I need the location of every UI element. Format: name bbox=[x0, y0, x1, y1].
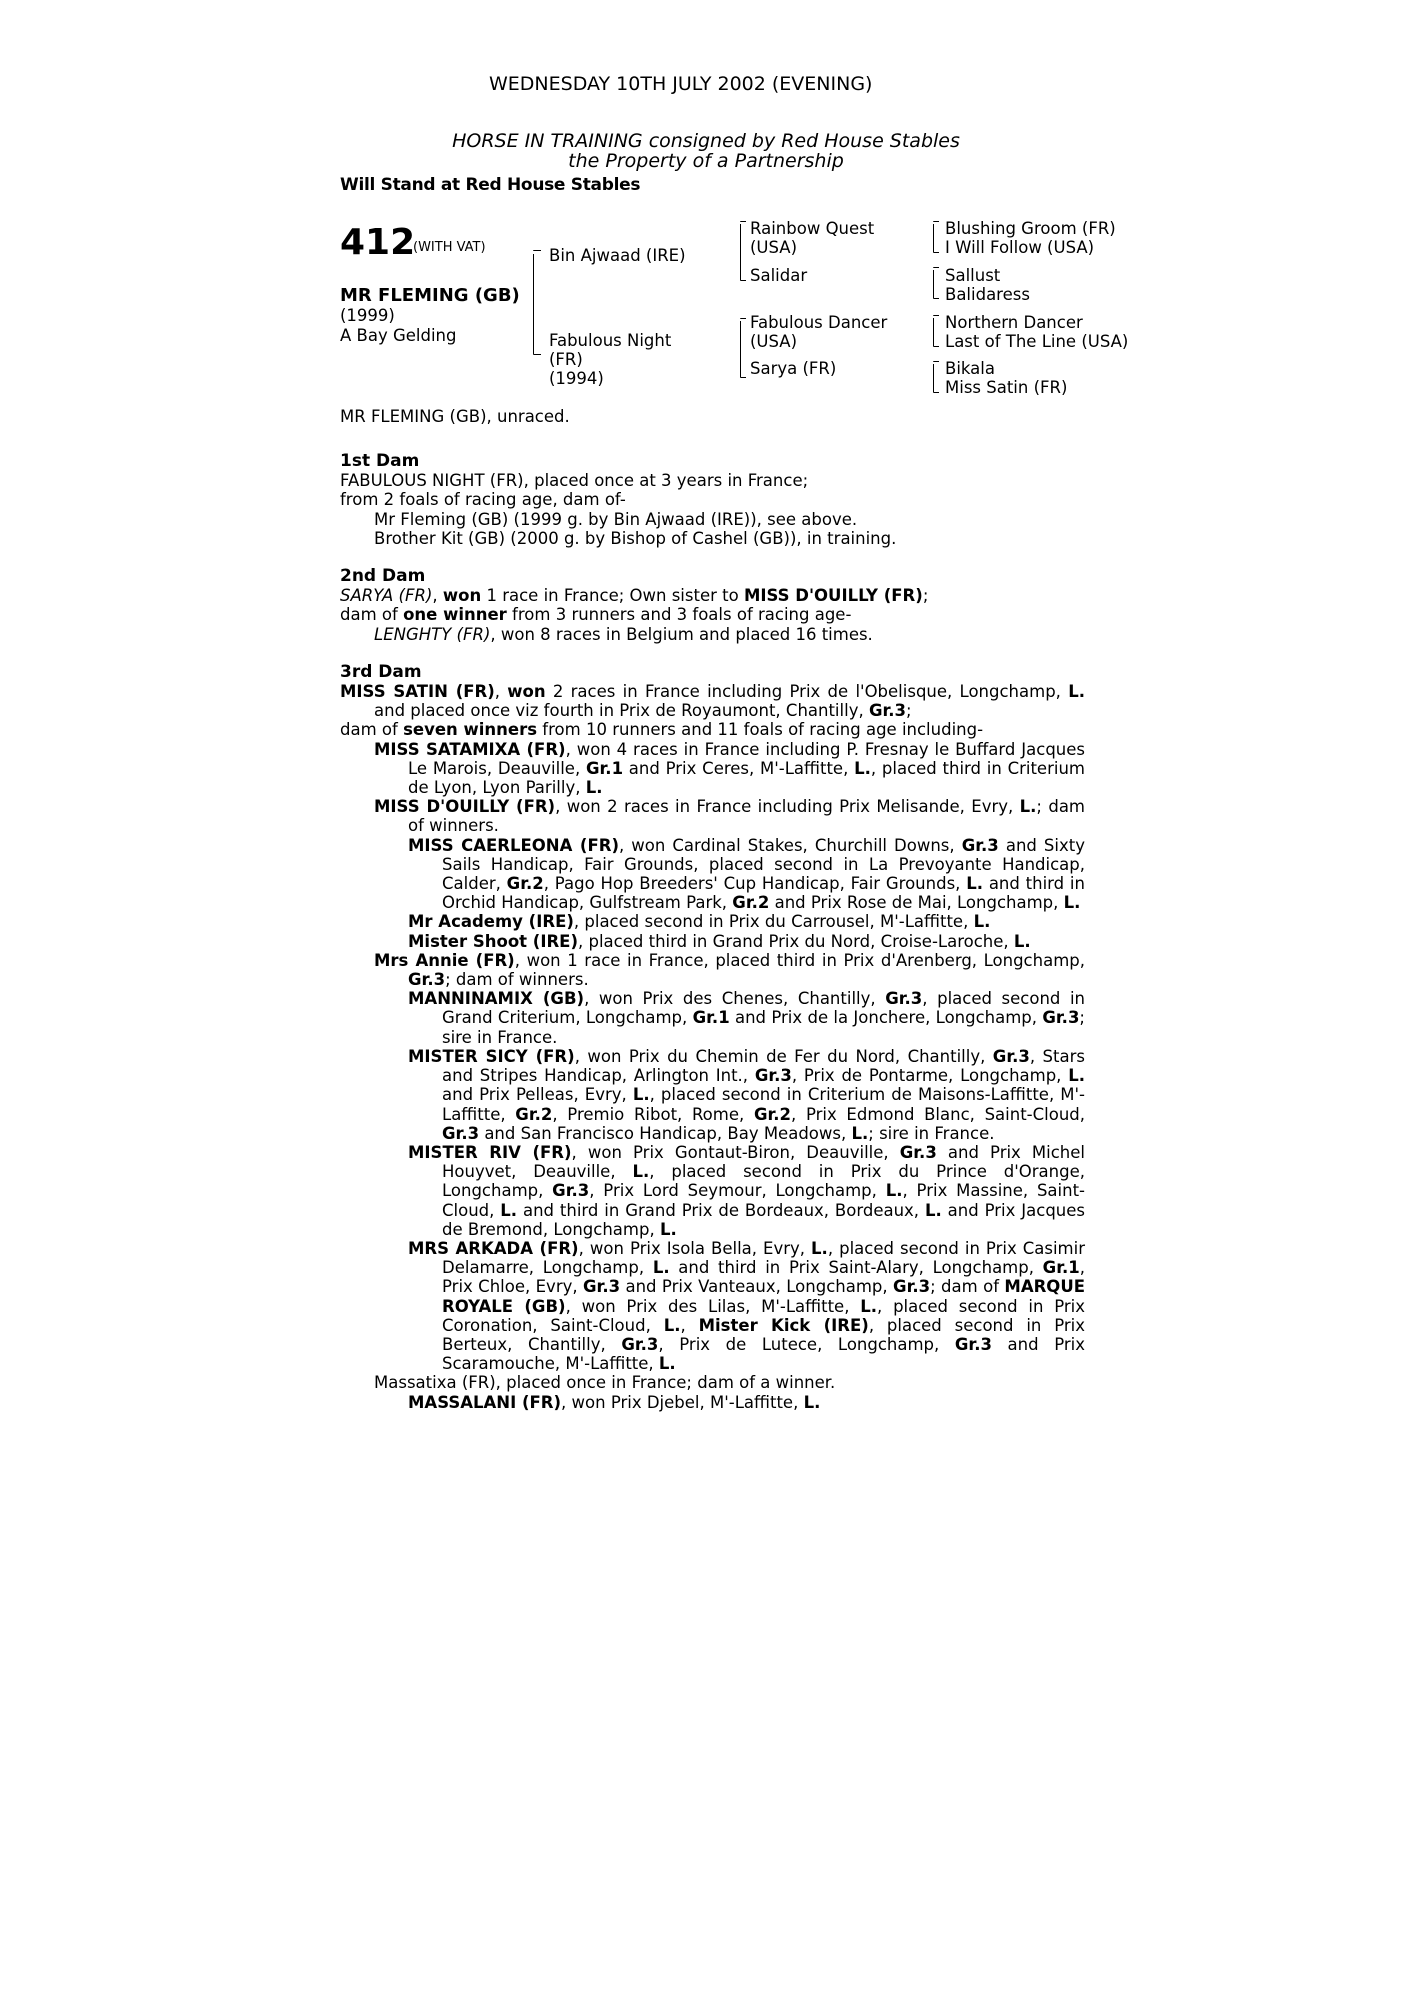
consignor-line: HORSE IN TRAINING consigned by Red House Stables bbox=[452, 130, 960, 152]
pedigree-ds-line2: (USA) bbox=[750, 332, 798, 351]
progeny-entry: MISS D'OUILLY (FR), won 2 races in France including Prix Melisande, Evry, L.; dam of winners. bbox=[374, 797, 1085, 836]
pedigree-ds-line1: Fabulous Dancer bbox=[750, 313, 888, 332]
pedigree-sss: Blushing Groom (FR) bbox=[945, 219, 1116, 238]
brace-dam bbox=[740, 321, 741, 377]
lot-number: 412 bbox=[340, 222, 416, 263]
progeny-entry: MANNINAMIX (GB), won Prix des Chenes, Chantilly, Gr.3, placed second in Grand Criterium, Longchamp, Gr.1 and Prix de la Jonchere, Longchamp, Gr.3; sire in France. bbox=[408, 989, 1085, 1047]
pedigree-ss-line1: Rainbow Quest bbox=[750, 219, 875, 238]
progeny-entry: Massatixa (FR), placed once in France; dam of a winner. bbox=[374, 1373, 836, 1393]
pedigree-sire: Bin Ajwaad (IRE) bbox=[549, 246, 686, 265]
pedigree-dsd: Last of The Line (USA) bbox=[945, 332, 1129, 351]
horse-name: MR FLEMING (GB) bbox=[340, 285, 520, 306]
foaling-year: (1999) bbox=[340, 306, 395, 325]
progeny-line: LENGHTY (FR), won 8 races in Belgium and placed 16 times. bbox=[374, 624, 873, 644]
second-dam-line: SARYA (FR), won 1 race in France; Own sister to MISS D'OUILLY (FR); bbox=[340, 586, 929, 606]
second-dam-heading: 2nd Dam bbox=[340, 566, 426, 587]
third-dam-line: dam of seven winners from 10 runners and 11 foals of racing age including- bbox=[340, 720, 984, 740]
pedigree-dam-line1: Fabulous Night bbox=[549, 331, 672, 350]
dam-lines bbox=[340, 452, 1085, 1412]
progeny-line: Brother Kit (GB) (2000 g. by Bishop of Cashel (GB)), in training. bbox=[374, 528, 897, 548]
pedigree-dam-line3: (1994) bbox=[549, 369, 604, 388]
pedigree-ssd: I Will Follow (USA) bbox=[945, 238, 1095, 257]
progeny-entry: MASSALANI (FR), won Prix Djebel, M'-Laffitte, L. bbox=[408, 1392, 821, 1412]
pedigree-dds: Bikala bbox=[945, 359, 995, 378]
progeny-entry: MISS CAERLEONA (FR), won Cardinal Stakes, Churchill Downs, Gr.3 and Sixty Sails Handicap, Fair Grounds, placed second in La Prevoyante Handicap, Calder, Gr.2, Pago Hop Breeders' Cup Handicap, Fair Grounds, L. and third in Orchid Handicap, Gulfstream Park, Gr.2 and Prix Rose de Mai, Longchamp, L. bbox=[408, 835, 1085, 913]
pedigree-sd: Salidar bbox=[750, 266, 808, 285]
racing-record: MR FLEMING (GB), unraced. bbox=[340, 407, 570, 426]
first-dam-heading: 1st Dam bbox=[340, 451, 420, 471]
pedigree-ss-line2: (USA) bbox=[750, 238, 798, 257]
horse-description: A Bay Gelding bbox=[340, 326, 457, 345]
third-dam-line: MISS SATIN (FR), won 2 races in France including Prix de l'Obelisque, Longchamp, L. and placed once viz fourth in Prix de Royaumont, Chantilly, Gr.3; bbox=[340, 682, 1085, 721]
progeny-line: Mr Fleming (GB) (1999 g. by Bin Ajwaad (IRE)), see above. bbox=[374, 509, 858, 529]
pedigree-dss: Northern Dancer bbox=[945, 313, 1083, 332]
brace-gen1 bbox=[533, 254, 534, 354]
stand-location: Will Stand at Red House Stables bbox=[340, 175, 641, 195]
progeny-entry: MRS ARKADA (FR), won Prix Isola Bella, Evry, L., placed second in Prix Casimir Delamarre, Longchamp, L. and third in Prix Saint-Alary, Longchamp, Gr.1, Prix Chloe, Evry, Gr.3 and Prix Vanteaux, Longchamp, Gr.3; dam of MARQUE ROYALE (GB), won Prix des Lilas, M'-Laffitte, L., placed second in Prix Coronation, Saint-Cloud, L., Mister Kick (IRE), placed second in Prix Berteux, Chantilly, Gr.3, Prix de Lutece, Longchamp, Gr.3 and Prix Scaramouche, M'-Laffitte, L. bbox=[408, 1238, 1086, 1374]
second-dam-line: dam of one winner from 3 runners and 3 foals of racing age- bbox=[340, 605, 852, 625]
pedigree-dd: Sarya (FR) bbox=[750, 359, 837, 378]
first-dam-line: from 2 foals of racing age, dam of- bbox=[340, 490, 626, 510]
pedigree-ddd: Miss Satin (FR) bbox=[945, 378, 1068, 397]
progeny-entry: Mrs Annie (FR), won 1 race in France, placed third in Prix d'Arenberg, Longchamp, Gr.3; dam of winners. bbox=[374, 950, 1085, 990]
progeny-entry: Mister Shoot (IRE), placed third in Grand Prix du Nord, Croise-Laroche, L. bbox=[408, 931, 1031, 951]
progeny-entry: MISTER SICY (FR), won Prix du Chemin de Fer du Nord, Chantilly, Gr.3, Stars and Stripes Handicap, Arlington Int., Gr.3, Prix de Pontarme, Longchamp, L. and Prix Pelleas, Evry, L., placed second in Criterium de Maisons-Laffitte, M'-Laffitte, Gr.2, Premio Ribot, Rome, Gr.2, Prix Edmond Blanc, Saint-Cloud, Gr.3 and San Francisco Handicap, Bay Meadows, L.; sire in France. bbox=[408, 1046, 1085, 1143]
progeny-entry: Mr Academy (IRE), placed second in Prix du Carrousel, M'-Laffitte, L. bbox=[408, 912, 991, 932]
pedigree-sdd: Balidaress bbox=[945, 285, 1030, 304]
owner-line: the Property of a Partnership bbox=[568, 150, 844, 172]
brace-sire bbox=[740, 224, 741, 280]
pedigree-dam-line2: (FR) bbox=[549, 350, 583, 369]
progeny-entry: MISS SATAMIXA (FR), won 4 races in France including P. Fresnay le Buffard Jacques Le Marois, Deauville, Gr.1 and Prix Ceres, M'-Laffitte, L., placed third in Criterium de Lyon, Lyon Parilly, L. bbox=[374, 739, 1085, 798]
progeny-entry: MISTER RIV (FR), won Prix Gontaut-Biron, Deauville, Gr.3 and Prix Michel Houyvet, Deauville, L., placed second in Prix du Prince d'Orange, Longchamp, Gr.3, Prix Lord Seymour, Longchamp, L., Prix Massine, Saint-Cloud, L. and third in Grand Prix de Bordeaux, Bordeaux, L. and Prix Jacques de Bremond, Longchamp, L. bbox=[408, 1142, 1085, 1239]
third-dam-heading: 3rd Dam bbox=[340, 661, 422, 682]
pedigree-sds: Sallust bbox=[945, 266, 1001, 285]
first-dam-line: FABULOUS NIGHT (FR), placed once at 3 years in France; bbox=[340, 471, 809, 491]
sale-date: WEDNESDAY 10TH JULY 2002 (EVENING) bbox=[489, 73, 873, 95]
vat-note: (WITH VAT) bbox=[413, 240, 486, 255]
